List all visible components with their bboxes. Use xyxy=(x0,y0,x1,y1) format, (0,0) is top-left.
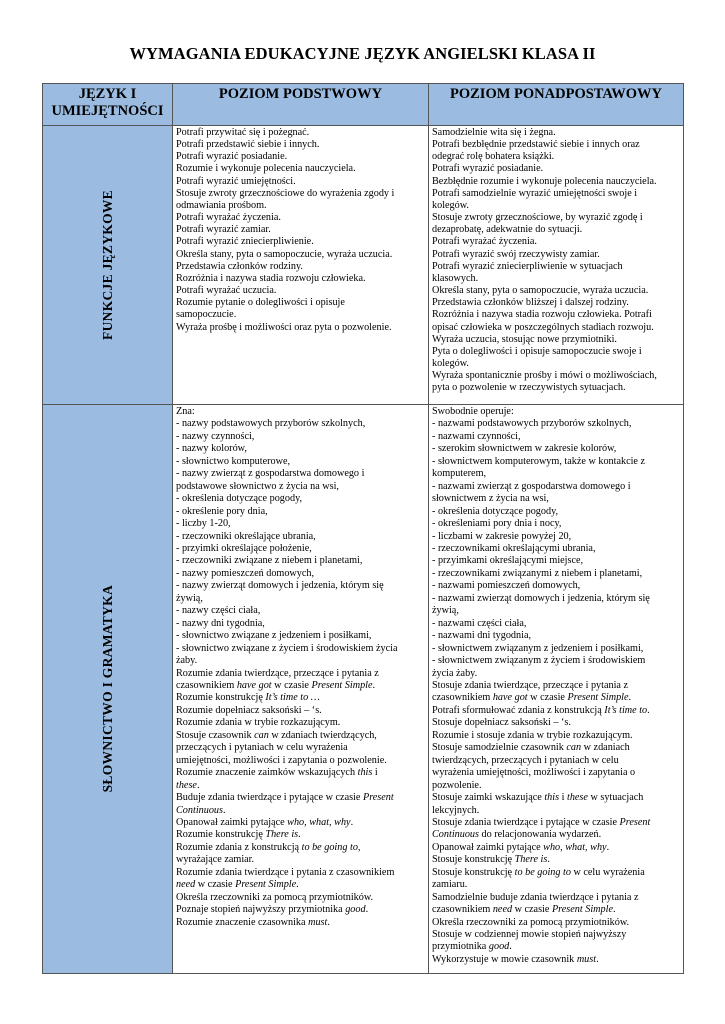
cell-line: Potrafi wyrazić zamiar. xyxy=(176,224,271,236)
cell-line: Określa stany, pyta o samopoczucie, wyraża uczucia. xyxy=(432,285,649,297)
cell-line: pozwolenie. xyxy=(432,779,482,791)
cell-line: komputerem, xyxy=(432,468,487,480)
cell-line: Stosuje zdania twierdzące, przeczące i pytania z xyxy=(432,679,628,691)
cell-line: - słownictwo związane z jedzeniem i posiłkami, xyxy=(176,630,372,642)
cell-line: Potrafi wyrażać uczucia. xyxy=(176,285,277,297)
cell-line: - słownictwo związane z życiem i środowiskiem życia xyxy=(176,642,398,654)
cell-line: Rozumie i stosuje zdania w trybie rozkazującym. xyxy=(432,729,633,741)
cell-line: Rozumie dopełniacz saksoński – ‘s. xyxy=(176,704,322,716)
cell-line: Potrafi wyrazić swój rzeczywisty zamiar. xyxy=(432,248,600,260)
cell-line: Stosuje zwroty grzecznościowe do wyrażenia zgody i xyxy=(176,187,395,199)
cell-line: Rozumie zdania w trybie rozkazującym. xyxy=(176,717,341,729)
cell-line: odmawiania prośbom. xyxy=(176,199,267,211)
row-label-cell xyxy=(43,126,173,405)
cell-line: - nazwami zwierząt z gospodarstwa domowego i xyxy=(432,480,631,492)
cell-line: Buduje zdania twierdzące i pytające w czasie Present xyxy=(176,792,394,804)
advanced-level-cell xyxy=(429,405,684,974)
header-advanced-level: POZIOM PONADPOSTAWOWY xyxy=(429,84,684,126)
cell-line: Stosuje dopełniacz saksoński – ‘s. xyxy=(432,717,571,729)
cell-line: - nazwami zwierząt domowych i jedzenia, którym się xyxy=(432,592,650,604)
cell-line: Rozumie zdania twierdzące i pytania z czasownikiem xyxy=(176,866,395,878)
header-col1-line2: UMIEJĘTNOŚCI xyxy=(51,103,164,119)
row-label: FUNKCJE JĘZYKOWE xyxy=(99,190,115,340)
cell-line: - nazwami podstawowych przyborów szkolnych, xyxy=(432,418,632,430)
cell-line: Przedstawia członków rodziny. xyxy=(176,260,303,272)
cell-line: żaby. xyxy=(176,655,198,667)
cell-line: przeczących i pytaniach w celu wyrażenia xyxy=(176,742,348,754)
cell-line: - nazwy podstawowych przyborów szkolnych, xyxy=(176,418,366,430)
advanced-level-cell xyxy=(429,126,684,405)
cell-line: Samodzielnie buduje zdania twierdzące i pytania z xyxy=(432,891,639,903)
cell-line: Wyraża spontanicznie prośby i mówi o możliwościach, xyxy=(432,370,657,382)
cell-line: Potrafi bezbłędnie przedstawić siebie i innych oraz xyxy=(432,139,640,151)
basic-level-cell xyxy=(173,126,429,405)
cell-line: Potrafi wyrażać życzenia. xyxy=(432,236,537,248)
cell-line: przymiotnika good. xyxy=(432,941,512,953)
cell-line: Rozumie konstrukcję It’s time to … xyxy=(176,692,320,704)
cell-line: Swobodnie operuje: xyxy=(432,406,514,417)
cell-line: Potrafi wyrazić posiadanie. xyxy=(432,163,544,175)
cell-line: pyta o pozwolenie w rzeczywistych sytuacjach. xyxy=(432,382,626,394)
cell-line: odegrać rolę bohatera książki. xyxy=(432,151,555,163)
cell-line: - rzeczowniki określające ubrania, xyxy=(176,530,316,542)
cell-line: Potrafi przedstawić siebie i innych. xyxy=(176,139,320,151)
cell-line: klasowych. xyxy=(432,272,479,284)
cell-line: opisać człowieka w poszczególnych stadiach rozwoju. xyxy=(432,321,654,333)
cell-line: - określenie pory dnia, xyxy=(176,505,268,517)
cell-line: - nazwy kolorów, xyxy=(176,443,247,455)
cell-line: Samodzielnie wita się i żegna. xyxy=(432,127,556,138)
cell-line: Rozróżnia i nazywa stadia rozwoju człowieka. Potrafi xyxy=(432,309,652,321)
cell-line: need w czasie Present Simple. xyxy=(176,879,299,891)
cell-line: Rozumie pytanie o dolegliwości i opisuje xyxy=(176,297,345,309)
cell-line: czasownikiem have got w czasie Present Simple. xyxy=(432,692,632,704)
cell-line: słownictwem z życia na wsi, xyxy=(432,493,549,505)
cell-line: czasownikiem need w czasie Present Simple. xyxy=(432,904,616,916)
cell-line: Potrafi samodzielnie wyrazić umiejętności swoje i xyxy=(432,187,638,199)
cell-line: samopoczucie. xyxy=(176,309,237,321)
cell-line: Rozróżnia i nazywa stadia rozwoju człowieka. xyxy=(176,272,366,284)
cell-line: Stosuje zaimki wskazujące this i these w sytuacjach xyxy=(432,792,644,804)
cell-line: - słownictwem komputerowym, także w kontakcie z xyxy=(432,455,646,467)
cell-line: Stosuje konstrukcję to be going to w celu wyrażenia xyxy=(432,866,645,878)
cell-line: wyrażające zamiar. xyxy=(176,854,255,866)
cell-line: Określa rzeczowniki za pomocą przymiotników. xyxy=(176,891,374,903)
cell-line: kolegów. xyxy=(432,357,469,369)
cell-line: Stosuje konstrukcję There is. xyxy=(432,854,550,866)
cell-line: - określenia dotyczące pogody, xyxy=(176,493,303,505)
cell-line: żywią, xyxy=(176,592,203,604)
cell-line: - nazwy zwierząt z gospodarstwa domowego i xyxy=(176,468,365,480)
cell-line: Potrafi sformułować zdania z konstrukcją It’s time to. xyxy=(432,704,650,716)
cell-line: Stosuje w codziennej mowie stopień najwyższy xyxy=(432,929,627,941)
cell-line: - nazwy dni tygodnia, xyxy=(176,617,265,629)
cell-line: Opanował zaimki pytające who, what, why. xyxy=(176,816,354,828)
cell-line: Pyta o dolegliwości i opisuje samopoczucie swoje i xyxy=(432,345,642,357)
cell-line: Rozumie zdania z konstrukcją to be going to, xyxy=(176,841,361,853)
cell-line: Potrafi wyrażać życzenia. xyxy=(176,212,281,224)
cell-line: zamiaru. xyxy=(432,879,468,891)
cell-line: Rozumie zdania twierdzące, przeczące i pytania z xyxy=(176,667,379,679)
cell-line: umiejętności, możliwości i zapytania o pozwolenie. xyxy=(176,754,387,766)
cell-line: Określa rzeczowniki za pomocą przymiotników. xyxy=(432,916,630,928)
cell-line: Continuous. xyxy=(176,804,226,816)
cell-line: Potrafi wyrazić zniecierpliwienie w sytuacjach xyxy=(432,260,623,272)
cell-line: - określeniami pory dnia i nocy, xyxy=(432,518,562,530)
basic-level-cell xyxy=(173,405,429,974)
header-row xyxy=(43,84,684,126)
cell-line: Stosuje zdania twierdzące i pytające w czasie Present xyxy=(432,816,651,828)
cell-line: Potrafi wyrazić umiejętności. xyxy=(176,175,296,187)
cell-line: Stosuje zwroty grzecznościowe, by wyrazić zgodę i xyxy=(432,212,643,224)
cell-line: - rzeczownikami związanymi z niebem i planetami, xyxy=(432,567,643,579)
cell-line: - nazwy zwierząt domowych i jedzenia, którym się xyxy=(176,580,384,592)
cell-line: czasownikiem have got w czasie Present Simple. xyxy=(176,679,376,691)
cell-line: Rozumie i wykonuje polecenia nauczyciela. xyxy=(176,163,356,175)
header-basic-level: POZIOM PODSTWOWY xyxy=(173,84,429,126)
header-col1-line1: JĘZYK I xyxy=(78,86,137,102)
cell-line: these. xyxy=(176,779,200,791)
cell-line: - liczby 1-20, xyxy=(176,518,231,530)
cell-line: - nazwy czynności, xyxy=(176,430,255,442)
cell-line: - słownictwem związanym z życiem i środowiskiem xyxy=(432,655,646,667)
page-title: WYMAGANIA EDUKACYJNE JĘZYK ANGIELSKI KLASA II xyxy=(129,44,596,63)
cell-line: Przedstawia członków bliższej i dalszej rodziny. xyxy=(432,297,629,309)
cell-line: - przyimkami określającymi miejsce, xyxy=(432,555,584,567)
cell-line: - przyimki określające położenie, xyxy=(176,542,312,554)
requirements-table xyxy=(42,83,684,974)
header-language-skills xyxy=(43,84,173,126)
row-label-cell xyxy=(43,405,173,974)
cell-line: Określa stany, pyta o samopoczucie, wyraża uczucia. xyxy=(176,248,393,260)
cell-line: twierdzących, przeczących i pytaniach w celu xyxy=(432,754,619,766)
cell-line: Potrafi wyrazić zniecierpliwienie. xyxy=(176,236,314,248)
cell-line: Rozumie konstrukcję There is. xyxy=(176,829,301,841)
cell-line: Rozumie znaczenie czasownika must. xyxy=(176,916,330,928)
cell-line: podstawowe słownictwo z życia na wsi, xyxy=(176,480,339,492)
cell-line: kolegów. xyxy=(432,199,469,211)
cell-line: Potrafi przywitać się i pożegnać. xyxy=(176,127,310,138)
cell-line: Bezbłędnie rozumie i wykonuje polecenia nauczyciela. xyxy=(432,175,657,187)
cell-line: Wykorzystuje w mowie czasownik must. xyxy=(432,953,599,965)
cell-line: Zna: xyxy=(176,406,195,417)
cell-line: - nazwami części ciała, xyxy=(432,617,527,629)
cell-line: Opanował zaimki pytające who, what, why. xyxy=(432,841,610,853)
cell-line: - słownictwem związanym z jedzeniem i posiłkami, xyxy=(432,642,644,654)
cell-line: Stosuje samodzielnie czasownik can w zdaniach xyxy=(432,742,630,754)
cell-line: - słownictwo komputerowe, xyxy=(176,455,291,467)
cell-line: Stosuje czasownik can w zdaniach twierdzących, xyxy=(176,729,377,741)
cell-line: - rzeczownikami określającymi ubrania, xyxy=(432,542,596,554)
cell-line: - rzeczowniki związane z niebem i planetami, xyxy=(176,555,363,567)
cell-line: Continuous do relacjonowania wydarzeń. xyxy=(432,829,602,841)
table-row xyxy=(43,405,684,974)
cell-line: - liczbami w zakresie powyżej 20, xyxy=(432,530,572,542)
row-label: SŁOWNICTWO I GRAMATYKA xyxy=(99,585,115,793)
cell-line: życia żaby. xyxy=(432,667,478,679)
table-row xyxy=(43,126,684,405)
cell-line: - nazwy pomieszczeń domowych, xyxy=(176,567,315,579)
cell-line: - nazwami pomieszczeń domowych, xyxy=(432,580,581,592)
cell-line: lekcyjnych. xyxy=(432,804,480,816)
cell-line: dezaprobatę, adekwatnie do sytuacji. xyxy=(432,224,583,236)
cell-line: Wyraża uczucia, stosując nowe przymiotniki. xyxy=(432,333,617,345)
cell-line: Potrafi wyrazić posiadanie. xyxy=(176,151,288,163)
cell-line: - nazwami czynności, xyxy=(432,430,521,442)
cell-line: - nazwami dni tygodnia, xyxy=(432,630,532,642)
cell-line: Poznaje stopień najwyższy przymiotnika good. xyxy=(176,904,369,916)
cell-line: - nazwy części ciała, xyxy=(176,605,261,617)
cell-line: Wyraża prośbę i możliwości oraz pyta o pozwolenie. xyxy=(176,321,392,333)
cell-line: wyrażenia umiejętności, możliwości i zapytania o xyxy=(432,767,636,779)
cell-line: Rozumie znaczenie zaimków wskazujących this i xyxy=(176,767,378,779)
cell-line: - określenia dotyczące pogody, xyxy=(432,505,559,517)
cell-line: - szerokim słownictwem w zakresie kolorów, xyxy=(432,443,617,455)
cell-line: żywią, xyxy=(432,605,459,617)
